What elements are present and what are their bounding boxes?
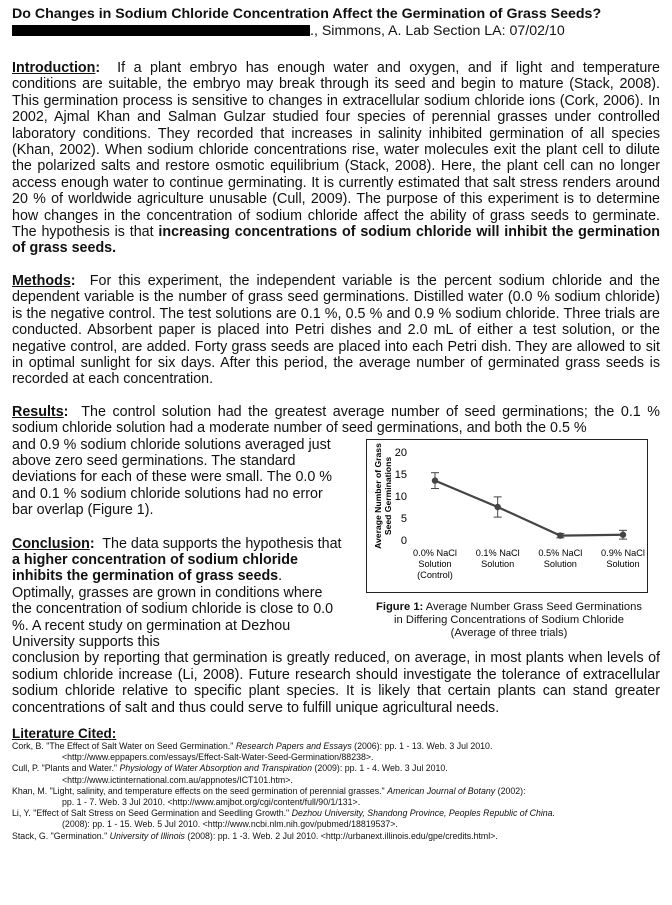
conclusion-bold: a higher concentration of sodium chloride inhibits the germination of grass seeds bbox=[12, 551, 298, 585]
conclusion-paragraph: Conclusion: The data supports the hypothesis that a higher concentration of sodium chloride inhibits the germination of grass seeds. Optimally, grasses are grown in conditions where the concentration of sodium chloride is close to 0.0 %. A recent study on germination at Dezhou University supports this bbox=[12, 535, 342, 650]
caption-line-2: in Differing Concentrations of Sodium Chloride bbox=[394, 613, 624, 626]
hypothesis-text: increasing concentrations of sodium chloride will inhibit the germination of grass seeds. bbox=[12, 224, 660, 257]
data-point bbox=[494, 503, 500, 509]
data-point bbox=[557, 532, 563, 538]
caption-line-3: (Average of three trials) bbox=[450, 627, 568, 640]
y-axis-label-line-2: Seed Germinations bbox=[383, 456, 393, 535]
introduction-heading: Introduction bbox=[12, 60, 96, 76]
reference-item-continued: pp. 1 - 7. Web. 3 Jul 2010. <http://www.amjbot.org/cgi/content/full/90/1/131>. bbox=[62, 797, 361, 808]
left-column bbox=[12, 437, 344, 651]
y-tick-label: 0 bbox=[400, 534, 407, 547]
methods-heading: Methods bbox=[12, 272, 71, 289]
x-tick-label: Solution bbox=[481, 558, 515, 569]
x-tick-label: Solution bbox=[418, 558, 452, 569]
references-heading: Literature Cited: bbox=[12, 726, 117, 742]
author-line bbox=[12, 23, 660, 40]
results-text: The control solution had the greatest average number of seed germinations; the 0.1 % sodium chloride solution had a moderate number of seed germinations, and both the 0.5 % bbox=[12, 403, 661, 437]
y-tick-label: 20 bbox=[394, 446, 407, 459]
y-tick-label: 15 bbox=[394, 468, 407, 481]
y-axis-label-line-1: Average Number of Grass bbox=[373, 442, 383, 549]
germination-line-chart bbox=[367, 440, 647, 592]
x-tick-label: (Control) bbox=[417, 569, 453, 580]
introduction-paragraph: Introduction: If a plant embryo has enough water and oxygen, and if light and temperature conditions are suitable, the embryo may break through its seed and begin to mature (Stack, 2008). This germination process is sensitive to changes in extracellular sodium chloride ions (Cork, 2006). In 2002, Ajmal Khan and Salman Gulzar studied four species of perennial grasses under controlled laboratory conditions. They recorded that increases in salinity inhibited germination of all species (Khan, 2002). When sodium chloride concentrations rise, water molecules exit the plant cell to dilute the polarized salts and restore osmotic equilibrium (Stack, 2008). Here, the plant cell can no longer access enough water to continue germinating. It is currently estimated that salt stress renders around 20 % of worldwide agriculture unusable (Cull, 2009). The purpose of this experiment is to determine how changes in the concentration of sodium chloride affect the ability of grass seeds to germinate. The hypothesis is that increasing concentrations of sodium chloride will inhibit the germination of grass seeds. bbox=[12, 60, 660, 257]
caption-line-1: Average Number Grass Seed Germinations bbox=[423, 600, 642, 613]
figure-label: Figure 1: bbox=[376, 600, 424, 613]
x-tick-label: 0.9% NaCl bbox=[601, 547, 645, 558]
x-tick-label: 0.0% NaCl bbox=[413, 547, 457, 558]
reference-item: Cork, B. "The Effect of Salt Water on Seed Germination." Research Papers and Essays (2006): pp. 1 - 13. Web. 3 Jul 2010. bbox=[12, 741, 493, 752]
methods-paragraph: Methods: For this experiment, the independent variable is the percent sodium chloride and the dependent variable is the number of grass seed germinations. Distilled water (0.0 % sodium chloride) is the negative control. The test solutions are 0.1 %, 0.5 % and 0.9 % sodium chloride. Three trials are conducted. Absorbent paper is placed into Petri dishes and 2.0 mL of either a test solution, or the negative control, are added. Forty grass seeds are placed into each Petri dish. They are allowed to sit in optimal sunlight for six days. After this period, the average number of germinated grass seeds is recorded at each concentration. bbox=[12, 272, 660, 388]
figure-caption bbox=[358, 601, 660, 641]
figure-1 bbox=[358, 439, 660, 641]
paper-title: Do Changes in Sodium Chloride Concentration Affect the Germination of Grass Seeds? bbox=[12, 6, 602, 22]
reference-item: Li, Y. "Effect of Salt Stress on Seed Germination and Seedling Growth." Dezhou University, Shandong Province, Peoples Republic of China. bbox=[12, 808, 556, 819]
results-paragraph: Results: The control solution had the greatest average number of seed germinations; the 0.1 % sodium chloride solution had a moderate number of seed germinations, and both the 0.5 % bbox=[12, 403, 661, 437]
reference-item-continued: (2008): pp. 1 - 15. Web. 5 Jul 2010. <http://www.ncbi.nlm.nih.gov/pubmed/18819537>. bbox=[62, 819, 398, 830]
x-tick-label: Solution bbox=[606, 558, 640, 569]
results-continued: and 0.9 % sodium chloride solutions averaged just above zero seed germinations. The standard deviations for each of these were small. The 0.0 % and 0.1 % sodium chloride solutions had no error bar overlap (Figure 1). bbox=[12, 436, 332, 519]
redacted-names bbox=[12, 25, 310, 36]
references-list bbox=[12, 741, 660, 842]
y-tick-label: 10 bbox=[394, 490, 407, 503]
data-point bbox=[432, 477, 438, 483]
reference-item-continued: <http://www.ictinternational.com.au/appnotes/ICT101.htm>. bbox=[62, 774, 293, 785]
series-line bbox=[435, 480, 623, 535]
conclusion-continued: conclusion by reporting that germination is greatly reduced, on average, in most plants when levels of sodium chloride increase (Li, 2008). Future research should investigate the tolerance of extracellular sodium chloride relative to specific plant species. It is likely that certain plants can stand greater concentrations of salt and thus could serve to fulfill unique agricultural needs. bbox=[12, 650, 660, 716]
results-heading: Results bbox=[12, 403, 64, 420]
methods-text: For this experiment, the independent variable is the percent sodium chloride and the dependent variable is the number of grass seed germinations. Distilled water (0.0 % sodium chloride) is the negative control. The test solutions are 0.1 %, 0.5 % and 0.9 % sodium chloride. Three trials are conducted. Absorbent paper is placed into Petri dishes and 2.0 mL of either a test solution, or the negative control, are added. Forty grass seeds are placed into each Petri dish. They are allowed to sit in optimal sunlight for six days. After this period, the average number of germinated grass seeds is recorded at each concentration. bbox=[12, 272, 660, 388]
introduction-text: If a plant embryo has enough water and oxygen, and if light and temperature conditions are suitable, the embryo may break through its seed and begin to mature (Stack, 2008). This germination process is sensitive to changes in extracellular sodium chloride ions (Cork, 2006). In 2002, Ajmal Khan and Salman Gulzar studied four species of perennial grasses under controlled laboratory conditions. They recorded that increases in salinity inhibited germination of all species (Khan, 2002). When sodium chloride concentrations rise, water molecules exit the plant cell to dilute the polarized salts and restore osmotic equilibrium (Stack, 2008). Here, the plant cell can no longer access enough water to continue germinating. It is currently estimated that salt stress renders around 20 % of worldwide agriculture unusable (Cull, 2009). The purpose of this experiment is to determine how changes in the concentration of sodium chloride affect the ability of grass seeds to germinate. The hypothesis is that bbox=[12, 60, 660, 241]
reference-item: Stack, G. "Germination." University of Illinois (2008): pp. 1 -3. Web. 2 Jul 2010. <http://urbanext.illinois.edu/gpe/credits.html>. bbox=[12, 830, 498, 841]
conclusion-text-a: The data supports the hypothesis that bbox=[102, 535, 342, 552]
x-tick-label: 0.1% NaCl bbox=[475, 547, 520, 558]
results-conclusion-block bbox=[12, 437, 660, 651]
x-tick-label: Solution bbox=[543, 558, 577, 569]
conclusion-heading: Conclusion bbox=[12, 535, 90, 552]
chart-frame bbox=[366, 439, 648, 593]
y-tick-label: 5 bbox=[400, 512, 407, 525]
lab-section: Lab Section LA: 07/02/10 bbox=[401, 23, 565, 39]
reference-item: Khan, M. "Light, salinity, and temperature effects on the seed germination of perennial grasses." American Journal of Botany (2002): bbox=[12, 785, 526, 796]
data-point bbox=[620, 531, 626, 537]
reference-item-continued: <http://www.eppapers.com/essays/Effect-Salt-Water-Seed-Germination/88238>. bbox=[62, 752, 374, 763]
paper bbox=[12, 6, 660, 842]
conclusion-text-b: . Optimally, grasses are grown in conditions where the concentration of sodium chloride is close to 0.0 %. A recent study on germination at Dezhou University supports this bbox=[12, 568, 334, 650]
x-tick-label: 0.5% NaCl bbox=[538, 547, 583, 558]
reference-item: Cull, P. "Plants and Water." Physiology of Water Absorption and Transpiration (2009): pp. 1 - 4. Web. 3 Jul 2010. bbox=[12, 763, 448, 774]
author-visible: ., Simmons, A. bbox=[310, 23, 402, 39]
